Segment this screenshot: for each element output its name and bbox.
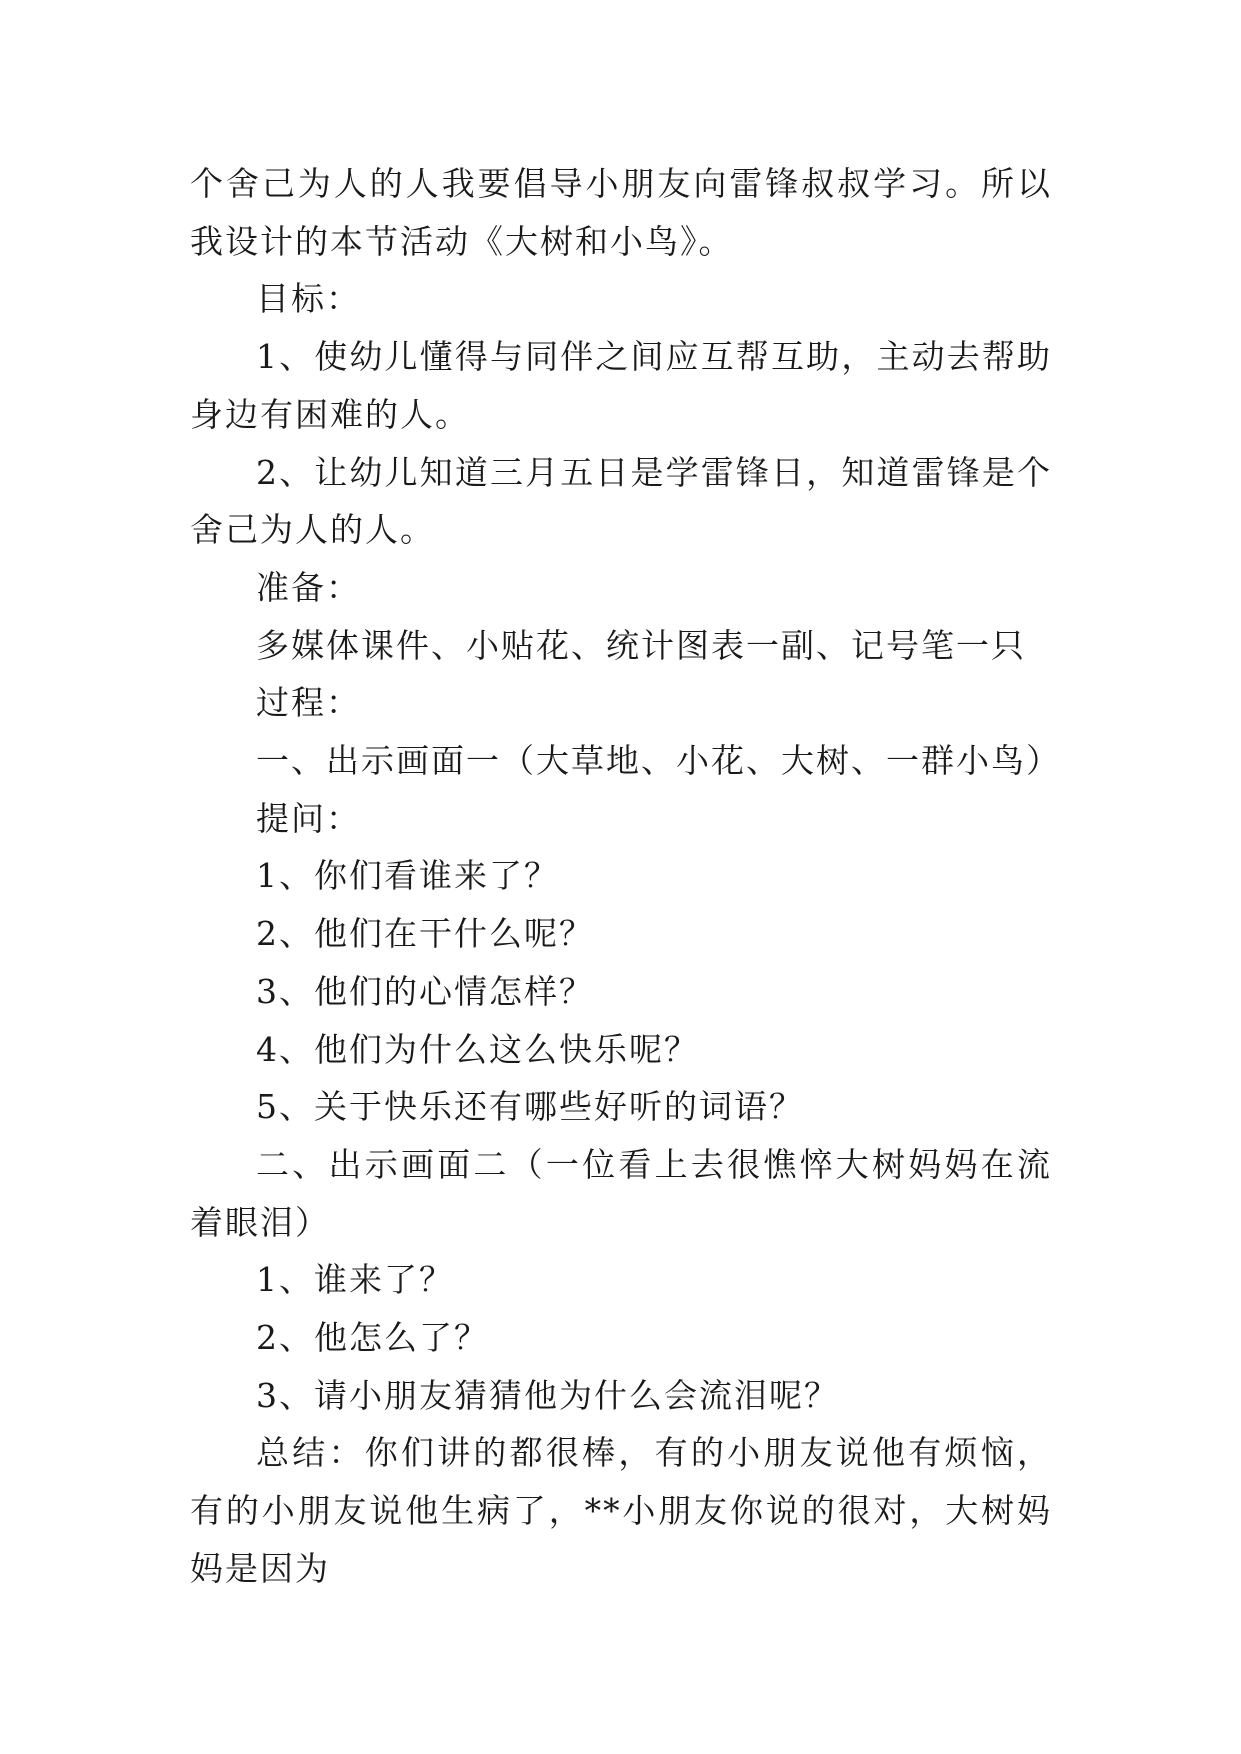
heading-goals: 目标： bbox=[256, 279, 361, 319]
question-item: 4、他们为什么这么快乐呢？ bbox=[256, 1029, 699, 1069]
heading-preparation: 准备： bbox=[256, 567, 361, 607]
question-item: 2、他怎么了？ bbox=[256, 1318, 489, 1358]
process-step-2: 二、出示画面二（一位看上去很憔悴大树妈妈在流着眼泪） bbox=[190, 1144, 1052, 1242]
question-item: 2、他们在干什么呢？ bbox=[256, 914, 594, 954]
process-step-1: 一、出示画面一（大草地、小花、大树、一群小鸟） bbox=[256, 741, 1061, 781]
heading-questions: 提问： bbox=[256, 798, 361, 838]
question-item: 1、你们看谁来了？ bbox=[256, 856, 559, 896]
summary-paragraph: 总结：你们讲的都很棒，有的小朋友说他有烦恼，有的小朋友说他生病了，**小朋友你说的很对，大树妈妈是因为 bbox=[190, 1433, 1052, 1588]
goal-item-1: 1、使幼儿懂得与同伴之间应互帮互助，主动去帮助身边有困难的人。 bbox=[190, 337, 1052, 434]
goal-item-2: 2、让幼儿知道三月五日是学雷锋日，知道雷锋是个舍己为人的人。 bbox=[190, 452, 1052, 550]
heading-process: 过程： bbox=[256, 683, 361, 723]
question-item: 1、谁来了？ bbox=[256, 1260, 454, 1300]
document-body bbox=[190, 155, 1061, 1598]
question-item: 5、关于快乐还有哪些好听的词语？ bbox=[256, 1087, 804, 1127]
paragraph-intro: 个舍己为人的人我要倡导小朋友向雷锋叔叔学习。所以我设计的本节活动《大树和小鸟》。 bbox=[190, 164, 1052, 261]
preparation-materials: 多媒体课件、小贴花、统计图表一副、记号笔一只 bbox=[256, 625, 1026, 665]
question-item: 3、请小朋友猜猜他为什么会流泪呢？ bbox=[256, 1375, 839, 1415]
question-item: 3、他们的心情怎样？ bbox=[256, 971, 594, 1011]
